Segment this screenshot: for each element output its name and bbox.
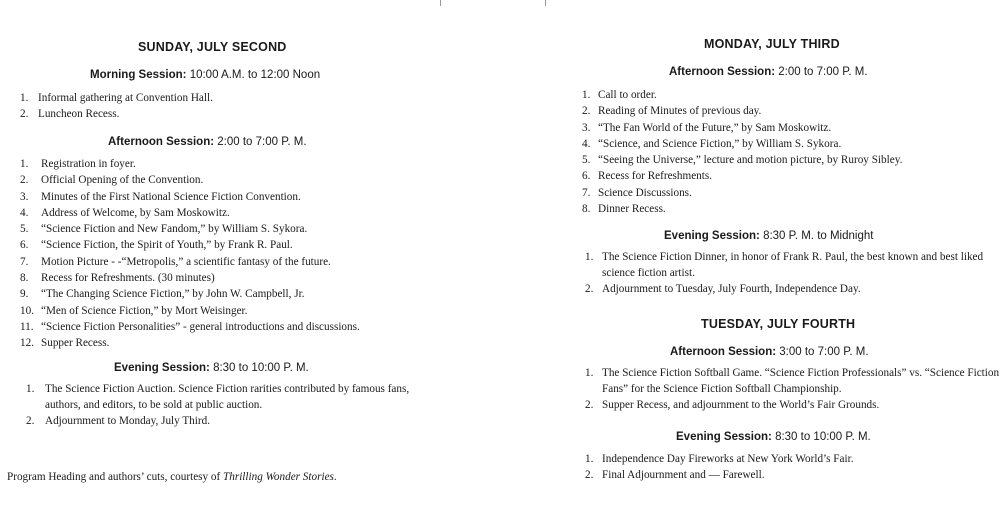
list-item xyxy=(585,467,985,483)
list-item xyxy=(585,281,985,297)
item-number: 3. xyxy=(20,190,29,203)
item-number: 4. xyxy=(20,206,29,219)
item-text: Adjournment to Tuesday, July Fourth, Independence Day. xyxy=(602,283,861,295)
session-heading-tuesday-afternoon xyxy=(670,346,869,358)
monday-evening-items xyxy=(585,250,985,297)
item-text: Motion Picture - -“Metropolis,” a scientific fantasy of the future. xyxy=(41,255,331,268)
item-text: Supper Recess. xyxy=(41,337,110,350)
item-number: 2. xyxy=(585,399,594,411)
session-label: Afternoon Session: xyxy=(670,346,777,358)
list-item xyxy=(582,168,982,184)
morning-items xyxy=(20,90,460,123)
session-heading-monday-afternoon xyxy=(669,66,868,78)
item-number: 6. xyxy=(582,170,591,183)
session-heading-afternoon xyxy=(108,136,307,148)
item-text: Minutes of the First National Science Fiction Convention. xyxy=(41,190,301,203)
crop-mark xyxy=(545,0,546,6)
item-number: 1. xyxy=(20,92,29,104)
list-item xyxy=(20,270,460,286)
day-heading-sunday: SUNDAY, JULY SECOND xyxy=(138,40,287,54)
item-number: 5. xyxy=(20,223,29,236)
session-time: 8:30 to 10:00 P. M. xyxy=(775,431,871,443)
item-number: 4. xyxy=(582,137,591,150)
session-label: Evening Session: xyxy=(114,362,210,374)
session-time: 2:00 to 7:00 P. M. xyxy=(778,66,868,78)
list-item xyxy=(20,237,460,253)
session-time: 2:00 to 7:00 P. M. xyxy=(217,136,307,148)
list-item xyxy=(20,319,460,335)
item-text: Dinner Recess. xyxy=(598,203,666,216)
item-number: 2. xyxy=(585,283,594,295)
item-text: Science Discussions. xyxy=(598,186,692,199)
item-text: The Science Fiction Dinner, in honor of Frank R. Paul, the best known and best liked science fiction artist. xyxy=(602,251,984,279)
item-number: 5. xyxy=(582,154,591,167)
list-item xyxy=(20,156,460,172)
item-text: The Science Fiction Softball Game. “Science Fiction Professionals” vs. “Science Fiction Fans” for the Science Fiction Softball Championship. xyxy=(602,367,1000,395)
item-text: “Science Fiction Personalities” - general introductions and discussions. xyxy=(41,320,360,333)
item-text: Supper Recess, and adjournment to the World’s Fair Grounds. xyxy=(602,399,880,411)
evening-items xyxy=(26,382,441,429)
item-text: “Science Fiction and New Fandom,” by William S. Sykora. xyxy=(41,223,308,236)
list-item xyxy=(20,106,460,122)
list-item xyxy=(582,87,982,103)
item-number: 2. xyxy=(26,415,35,427)
session-time: 3:00 to 7:00 P. M. xyxy=(779,346,869,358)
session-time: 8:30 to 10:00 P. M. xyxy=(213,362,309,374)
item-number: 12. xyxy=(20,337,34,350)
session-heading-evening xyxy=(114,362,309,374)
list-item xyxy=(20,254,460,270)
list-item xyxy=(585,366,1000,397)
item-number: 1. xyxy=(26,383,35,395)
item-number: 3. xyxy=(582,121,591,134)
tuesday-afternoon-items xyxy=(585,366,1000,413)
item-number: 1. xyxy=(585,453,594,465)
item-number: 6. xyxy=(20,239,29,252)
item-text: Luncheon Recess. xyxy=(38,108,120,121)
list-item xyxy=(582,103,982,119)
session-time: 10:00 A.M. to 12:00 Noon xyxy=(189,69,321,81)
session-heading-morning xyxy=(90,69,320,81)
item-number: 1. xyxy=(585,367,594,379)
list-item xyxy=(582,136,982,152)
item-text: Final Adjournment and — Farewell. xyxy=(602,469,765,482)
list-item xyxy=(582,152,982,168)
item-text: Independence Day Fireworks at New York World’s Fair. xyxy=(602,453,854,465)
item-number: 2. xyxy=(585,469,594,482)
session-heading-tuesday-evening xyxy=(676,431,871,443)
list-item xyxy=(582,185,982,201)
list-item xyxy=(20,303,460,319)
item-text: Registration in foyer. xyxy=(41,158,136,170)
item-text: The Science Fiction Auction. Science Fiction rarities contributed by famous fans, authors, and editors, to be sold at public auction. xyxy=(45,383,410,411)
list-item xyxy=(585,451,985,467)
item-text: Reading of Minutes of previous day. xyxy=(598,105,762,118)
item-text: “Men of Science Fiction,” by Mort Weisinger. xyxy=(41,304,248,317)
list-item xyxy=(20,90,460,106)
list-item xyxy=(20,205,460,221)
item-number: 1. xyxy=(582,89,591,101)
item-text: Official Opening of the Convention. xyxy=(41,174,204,187)
footer-credit xyxy=(7,471,337,483)
item-number: 2. xyxy=(20,108,29,121)
list-item xyxy=(26,382,441,413)
list-item xyxy=(585,397,1000,413)
session-heading-monday-evening xyxy=(664,230,873,242)
item-text: Address of Welcome, by Sam Moskowitz. xyxy=(41,206,230,219)
item-text: “The Fan World of the Future,” by Sam Moskowitz. xyxy=(598,121,832,134)
list-item xyxy=(20,172,460,188)
list-item xyxy=(20,189,460,205)
list-item xyxy=(20,286,460,302)
item-number: 1. xyxy=(585,251,594,263)
item-number: 10. xyxy=(20,304,34,317)
session-label: Afternoon Session: xyxy=(669,66,776,78)
item-text: “Seeing the Universe,” lecture and motion picture, by Ruroy Sibley. xyxy=(598,154,903,167)
item-number: 8. xyxy=(582,203,591,216)
day-heading-tuesday: TUESDAY, JULY FOURTH xyxy=(701,317,856,331)
crop-mark xyxy=(440,0,441,6)
item-text: Recess for Refreshments. (30 minutes) xyxy=(41,272,215,285)
session-label: Morning Session: xyxy=(90,69,187,81)
list-item xyxy=(582,201,982,217)
item-text: Adjournment to Monday, July Third. xyxy=(45,415,211,427)
item-number: 1. xyxy=(20,158,29,170)
tuesday-evening-items xyxy=(585,451,985,484)
item-number: 11. xyxy=(20,320,34,333)
monday-afternoon-items xyxy=(582,87,982,217)
item-text: “The Changing Science Fiction,” by John W. Campbell, Jr. xyxy=(41,288,305,301)
footer-suffix: . xyxy=(333,471,337,483)
item-number: 2. xyxy=(20,174,29,187)
item-text: Informal gathering at Convention Hall. xyxy=(38,92,213,104)
session-label: Evening Session: xyxy=(676,431,772,443)
afternoon-items xyxy=(20,156,460,352)
item-number: 7. xyxy=(20,255,29,268)
item-number: 8. xyxy=(20,272,29,285)
list-item xyxy=(20,335,460,351)
session-label: Afternoon Session: xyxy=(108,136,215,148)
item-number: 7. xyxy=(582,186,591,199)
list-item xyxy=(585,250,985,281)
item-number: 2. xyxy=(582,105,591,118)
day-heading-monday: MONDAY, JULY THIRD xyxy=(704,37,840,51)
list-item xyxy=(582,120,982,136)
session-time: 8:30 P. M. to Midnight xyxy=(763,230,874,242)
session-label: Evening Session: xyxy=(664,230,760,242)
item-text: Recess for Refreshments. xyxy=(598,170,713,183)
list-item xyxy=(20,221,460,237)
list-item xyxy=(26,413,441,429)
item-text: “Science Fiction, the Spirit of Youth,” by Frank R. Paul. xyxy=(41,239,293,252)
footer-prefix: Program Heading and authors’ cuts, courtesy of xyxy=(7,471,221,483)
footer-magazine: Thrilling Wonder Stories xyxy=(223,471,334,483)
item-number: 9. xyxy=(20,288,29,301)
item-text: Call to order. xyxy=(598,89,657,101)
item-text: “Science, and Science Fiction,” by William S. Sykora. xyxy=(598,137,842,150)
